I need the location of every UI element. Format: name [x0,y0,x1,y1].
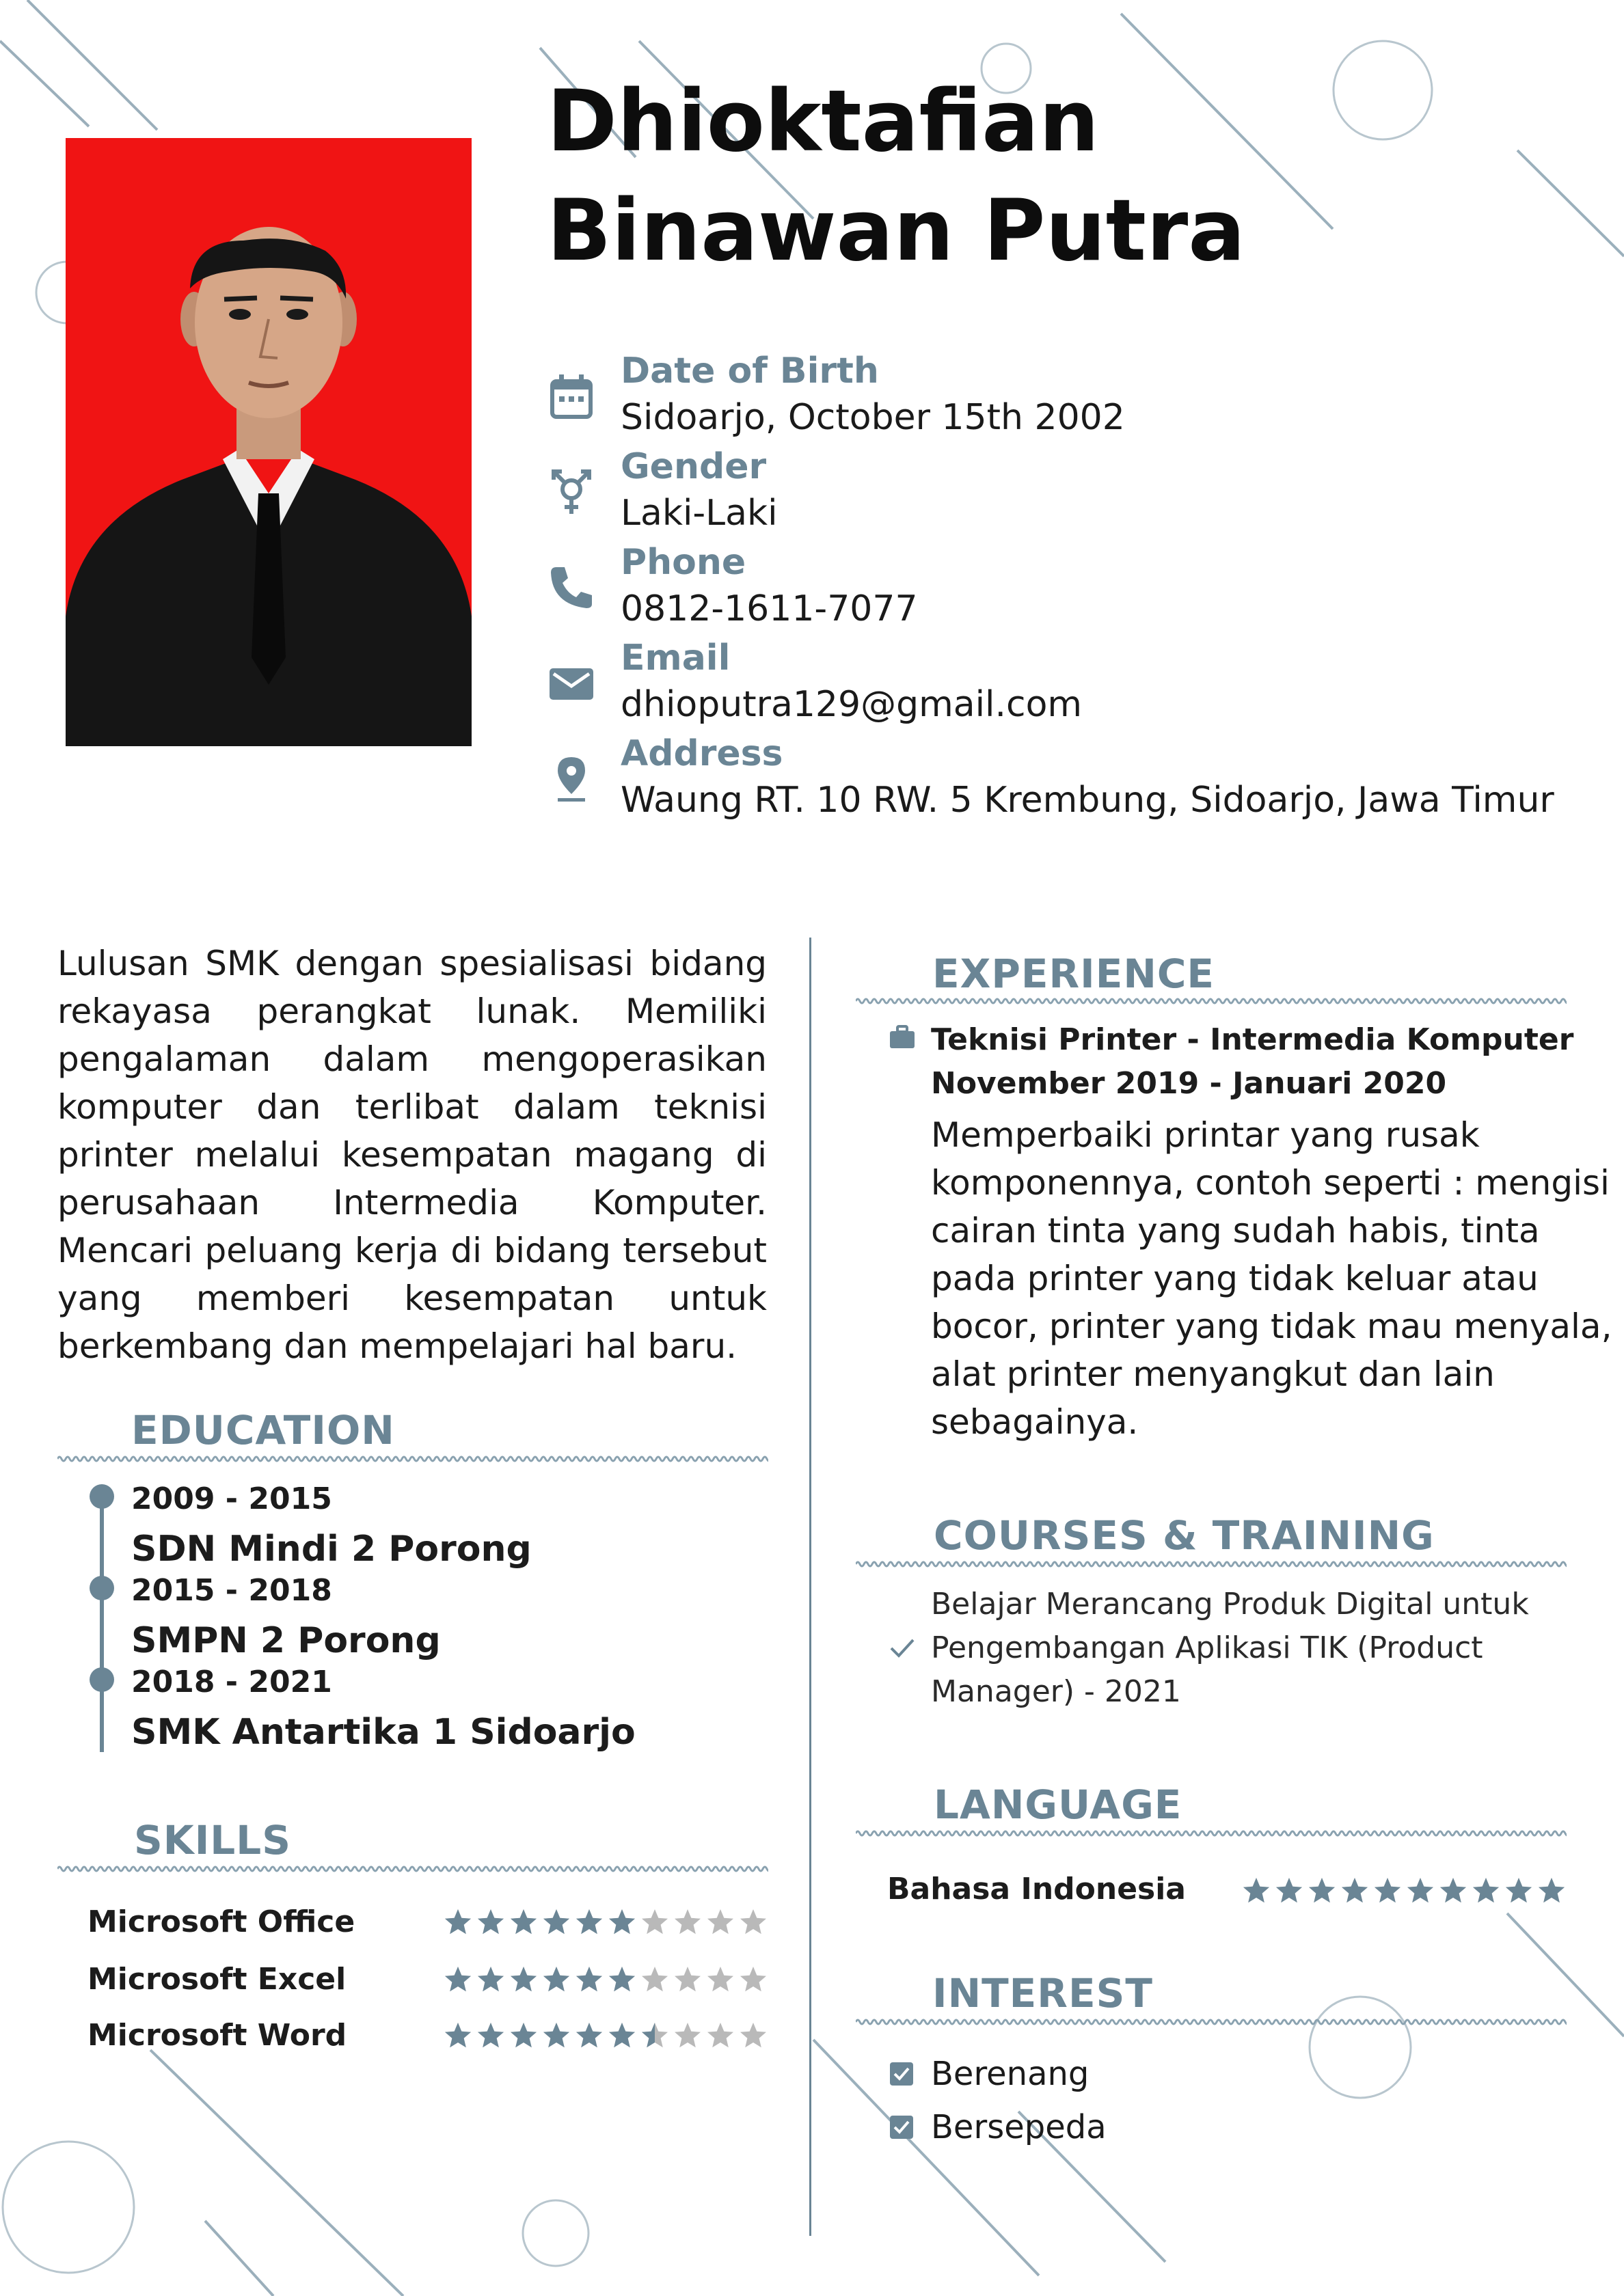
timeline-line [100,1487,104,1752]
phone-icon [547,563,596,612]
rating-star [740,2023,766,2047]
contact-info [547,348,1572,827]
mail-icon [547,659,596,708]
rating-star [445,1909,471,1934]
rating-star [576,2023,602,2047]
interest-title: INTEREST [932,1970,1153,2017]
skills-title: SKILLS [134,1817,291,1863]
checkbox-checked-icon [889,2061,915,2087]
skill-name: Microsoft Office [87,1904,355,1939]
briefcase-icon [889,1025,916,1050]
rating-star [642,1967,668,1991]
contact-value: Laki-Laki [621,493,778,534]
skill-name: Microsoft Word [87,2018,347,2053]
education-divider [57,1454,768,1464]
rating-star [1309,1878,1335,1902]
rating-star [1473,1878,1499,1902]
contact-label: Phone [621,542,746,583]
contact-email [547,636,1572,731]
course-item: Belajar Merancang Produk Digital untuk Pengembangan Aplikasi TIK (Product Manager) - 2021 [931,1587,1529,1709]
language-row [887,1866,1571,1913]
education-school: SMPN 2 Porong [131,1620,441,1661]
location-pin-icon [547,754,596,804]
contact-gender [547,444,1572,540]
rating-star [609,1967,635,1991]
experience-position: Teknisi Printer - Intermedia Komputer [931,1022,1574,1057]
gender-icon [547,467,596,517]
rating-star [576,1967,602,1991]
rating-star [642,1909,668,1934]
rating-star [707,2023,733,2047]
rating-star [478,1909,504,1934]
interest-label: Berenang [931,2055,1090,2093]
rating-star [445,1967,471,1991]
experience-divider [856,996,1567,1006]
rating-star [543,2023,569,2047]
experience-period: November 2019 - Januari 2020 [931,1066,1447,1101]
education-school: SDN Mindi 2 Porong [131,1529,532,1570]
contact-label: Email [621,638,731,679]
experience-item [931,1018,1614,1446]
rating-star [511,2023,537,2047]
timeline-dot [90,1484,114,1509]
experience-description: Memperbaiki printar yang rusak komponennya, contoh seperti : mengisi cairan tinta yang sudah habis, tinta pada printer yang tidak keluar atau bocor, printer yang tidak mau menyala, alat printer menyangkut dan lain sebagainya. [931,1115,1612,1442]
education-years: 2015 - 2018 [131,1573,332,1608]
language-divider [856,1829,1567,1838]
contact-address [547,731,1572,827]
skill-rating-stars [443,1905,771,1939]
timeline-dot [90,1576,114,1600]
courses-title: COURSES & TRAINING [934,1512,1435,1559]
language-name: Bahasa Indonesia [887,1872,1186,1906]
rating-star [576,1909,602,1934]
courses-divider [856,1559,1567,1569]
education-timeline [57,1476,768,1763]
skill-rating-stars [443,1963,771,1997]
contact-label: Date of Birth [621,351,879,392]
rating-star [609,1909,635,1934]
language-title: LANGUAGE [934,1781,1182,1828]
candidate-name: Dhioktafian Binawan Putra [547,72,1245,280]
rating-star [478,2023,504,2047]
column-divider [809,938,811,2236]
rating-star [1342,1878,1368,1902]
experience-title: EXPERIENCE [932,951,1215,997]
rating-star [707,1967,733,1991]
interest-item [889,2103,1367,2151]
rating-star [1276,1878,1302,1902]
skill-name: Microsoft Excel [87,1962,347,1997]
rating-star [740,1967,766,1991]
rating-star [675,1909,701,1934]
timeline-dot [90,1667,114,1692]
rating-star [445,2023,471,2047]
contact-label: Address [621,733,783,774]
language-rating-stars [1241,1874,1569,1908]
rating-star [1440,1878,1466,1902]
education-years: 2009 - 2015 [131,1481,332,1516]
interest-label: Bersepeda [931,2108,1107,2146]
rating-star [740,1909,766,1934]
rating-star [675,1967,701,1991]
skill-rating-stars [443,2019,771,2053]
contact-date-of-birth [547,348,1572,444]
rating-star [1375,1878,1400,1902]
interest-divider [856,2017,1567,2027]
rating-star [707,1909,733,1934]
rating-star [478,1967,504,1991]
contact-value: 0812-1611-7077 [621,588,918,629]
skill-row [87,2012,757,2060]
profile-summary: Lulusan SMK dengan spesialisasi bidang rekayasa perangkat lunak. Memiliki pengalaman dalam mengoperasikan komputer dan terlibat dalam teknisi printer melalui kesempatan magang di perusahaan Intermedia Komputer. Mencari peluang kerja di bidang tersebut yang memberi kesempatan untuk berkembang dan mempelajari hal baru. [57,944,767,1366]
education-years: 2018 - 2021 [131,1665,332,1699]
contact-value: dhioputra129@gmail.com [621,684,1083,725]
contact-phone [547,540,1572,636]
rating-star [543,1909,569,1934]
check-icon [889,1635,916,1662]
calendar-icon [547,372,596,421]
rating-star [642,2023,668,2047]
rating-star [1539,1878,1565,1902]
rating-star [1506,1878,1532,1902]
skill-row [87,1956,757,2004]
skill-row [87,1898,757,1946]
skills-divider [57,1864,768,1874]
rating-star [1407,1878,1433,1902]
rating-star [511,1909,537,1934]
rating-star [675,2023,701,2047]
profile-photo [66,138,472,746]
education-school: SMK Antartika 1 Sidoarjo [131,1712,636,1753]
contact-value: Waung RT. 10 RW. 5 Krembung, Sidoarjo, Jawa Timur [621,780,1554,821]
interest-item [889,2050,1367,2098]
rating-star [543,1967,569,1991]
contact-value: Sidoarjo, October 15th 2002 [621,397,1125,438]
education-title: EDUCATION [131,1407,395,1453]
checkbox-checked-icon [889,2114,915,2140]
contact-label: Gender [621,446,767,487]
rating-star [609,2023,635,2047]
rating-star [511,1967,537,1991]
person-portrait-image [66,138,472,746]
rating-star [1243,1878,1269,1902]
